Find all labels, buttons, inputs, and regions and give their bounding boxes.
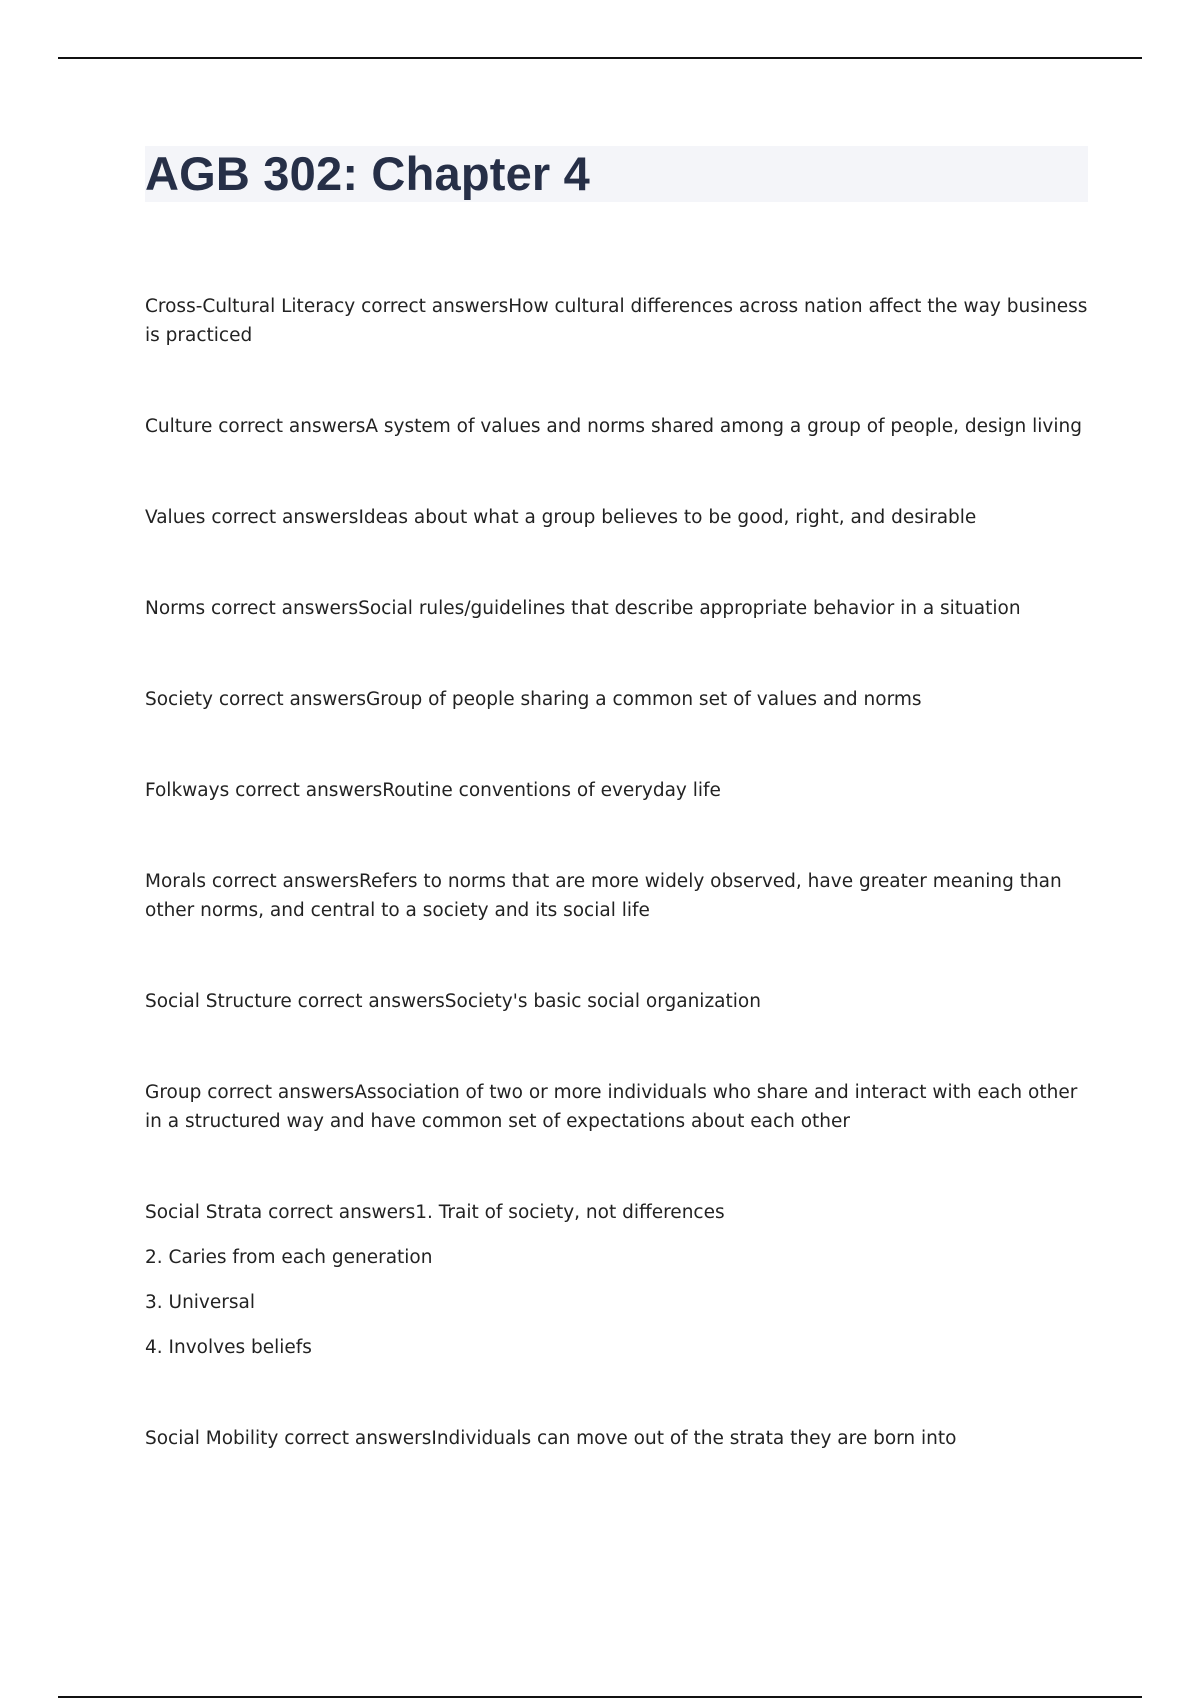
entry-society xyxy=(145,685,1090,714)
entry-answer: 1. Trait of society, not differences xyxy=(415,1202,725,1223)
entry-term: Values correct answers xyxy=(145,507,359,528)
entry-term: Culture correct answers xyxy=(145,416,366,437)
entry-values xyxy=(145,503,1090,532)
entry-social-mobility xyxy=(145,1424,1090,1453)
entry-term: Folkways correct answers xyxy=(145,780,383,801)
entry-group xyxy=(145,1078,1090,1136)
top-divider xyxy=(58,57,1142,59)
entry-answer: Routine conventions of everyday life xyxy=(382,780,721,801)
entry-social-structure xyxy=(145,987,1090,1016)
entry-norms xyxy=(145,594,1090,623)
entry-answer: How cultural differences across nation affect the way business is practiced xyxy=(145,296,1088,346)
entry-answer: Refers to norms that are more widely observed, have greater meaning than other norms, and central to a society and its social life xyxy=(145,871,1062,921)
entry-term: Society correct answers xyxy=(145,689,366,710)
entry-answer: Group of people sharing a common set of values and norms xyxy=(365,689,922,710)
page-title: AGB 302: Chapter 4 xyxy=(145,147,591,200)
entry-culture xyxy=(145,412,1090,441)
entry-answer: A system of values and norms shared among a group of people, design living xyxy=(365,416,1082,437)
bottom-divider xyxy=(58,1696,1142,1698)
entry-answer: Society's basic social organization xyxy=(444,991,761,1012)
entry-cross-cultural-literacy xyxy=(145,292,1090,350)
flashcard-list xyxy=(145,292,1090,1515)
entry-sub-line: 4. Involves beliefs xyxy=(145,1337,312,1358)
entry-folkways xyxy=(145,776,1090,805)
entry-answer: Association of two or more individuals who share and interact with each other in a structured way and have common set of expectations about each other xyxy=(145,1082,1078,1132)
entry-sub-list xyxy=(145,1243,1090,1362)
entry-social-strata xyxy=(145,1198,1090,1362)
entry-answer: Individuals can move out of the strata they are born into xyxy=(431,1428,957,1449)
entry-morals xyxy=(145,867,1090,925)
entry-term: Social Strata correct answers xyxy=(145,1202,416,1223)
entry-term: Group correct answers xyxy=(145,1082,355,1103)
entry-term: Social Mobility correct answers xyxy=(145,1428,432,1449)
entry-term: Cross-Cultural Literacy correct answers xyxy=(145,296,509,317)
entry-term: Norms correct answers xyxy=(145,598,359,619)
entry-term: Morals correct answers xyxy=(145,871,359,892)
entry-answer: Ideas about what a group believes to be good, right, and desirable xyxy=(358,507,977,528)
entry-term: Social Structure correct answers xyxy=(145,991,445,1012)
entry-sub-line: 2. Caries from each generation xyxy=(145,1247,433,1268)
entry-first-line xyxy=(145,1198,1090,1227)
entry-sub-line: 3. Universal xyxy=(145,1292,255,1313)
entry-answer: Social rules/guidelines that describe appropriate behavior in a situation xyxy=(358,598,1021,619)
